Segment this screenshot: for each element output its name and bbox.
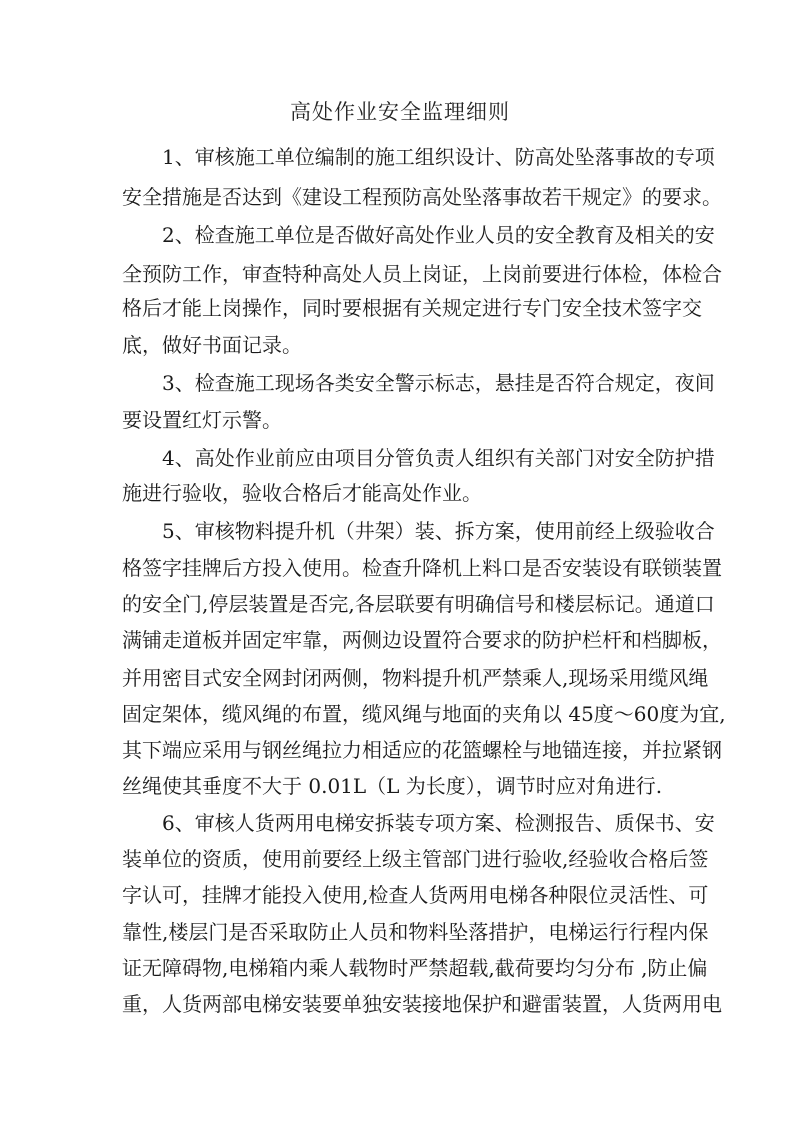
text-line-11: 5、审核物料提升机（井架）装、拆方案，使用前经上级验收合 — [162, 519, 715, 543]
text-line-2: 安全措施是否达到《建设工程预防高处坠落事故若干规定》的要求。 — [122, 185, 722, 209]
text-line-7: 3、检查施工现场各类安全警示标志，悬挂是否符合规定，夜间 — [162, 371, 715, 395]
text-line-21: 字认可，挂牌才能投入使用,检查人货两用电梯各种限位灵活性、可 — [122, 883, 709, 907]
text-line-1: 1、审核施工单位编制的施工组织设计、防高处坠落事故的专项 — [162, 145, 715, 169]
text-line-14: 满铺走道板并固定牢靠，两侧边设置符合要求的防护栏杆和档脚板， — [122, 628, 722, 652]
text-line-16: 固定架体，缆风绳的布置，缆风绳与地面的夹角以 45度～60度为宜, — [122, 702, 726, 726]
document-title: 高处作业安全监理细则 — [290, 100, 510, 124]
text-line-22: 靠性,楼层门是否采取防止人员和物料坠落措护，电梯运行行程内保 — [122, 920, 709, 944]
text-line-10: 施进行验收，验收合格后才能高处作业。 — [122, 481, 482, 505]
text-line-9: 4、高处作业前应由项目分管负责人组织有关部门对安全防护措 — [162, 446, 715, 470]
text-line-18: 丝绳使其垂度不大于 0.01L（L 为长度），调节时应对角进行. — [122, 774, 663, 798]
text-line-17: 其下端应采用与钢丝绳拉力相适应的花篮螺栓与地锚连接，并拉紧钢 — [122, 738, 722, 762]
text-line-3: 2、检查施工单位是否做好高处作业人员的安全教育及相关的安 — [162, 223, 715, 247]
text-line-19: 6、审核人货两用电梯安拆装专项方案、检测报告、质保书、安 — [162, 811, 715, 835]
text-line-6: 底，做好书面记录。 — [122, 333, 302, 357]
text-line-24: 重，人货两部电梯安装要单独安装接地保护和避雷装置，人货两用电 — [122, 992, 722, 1016]
text-line-4: 全预防工作，审查特种高处人员上岗证，上岗前要进行体检，体检合 — [122, 262, 722, 286]
text-line-8: 要设置红灯示警。 — [122, 408, 282, 432]
text-line-12: 格签字挂牌后方投入使用。检查升降机上料口是否安装设有联锁装置 — [122, 556, 722, 580]
text-line-20: 装单位的资质，使用前要经上级主管部门进行验收,经验收合格后签 — [122, 847, 709, 871]
text-line-13: 的安全门,停层装置是否完,各层联要有明确信号和楼层标记。通道口 — [122, 592, 715, 616]
text-line-15: 并用密目式安全网封闭两侧，物料提升机严禁乘人,现场采用缆风绳 — [122, 666, 709, 690]
text-line-23: 证无障碍物,电梯箱内乘人载物时严禁超载,截荷要均匀分布 ,防止偏 — [122, 956, 708, 980]
text-line-5: 格后才能上岗操作，同时要根据有关规定进行专门安全技术签字交 — [122, 296, 702, 320]
